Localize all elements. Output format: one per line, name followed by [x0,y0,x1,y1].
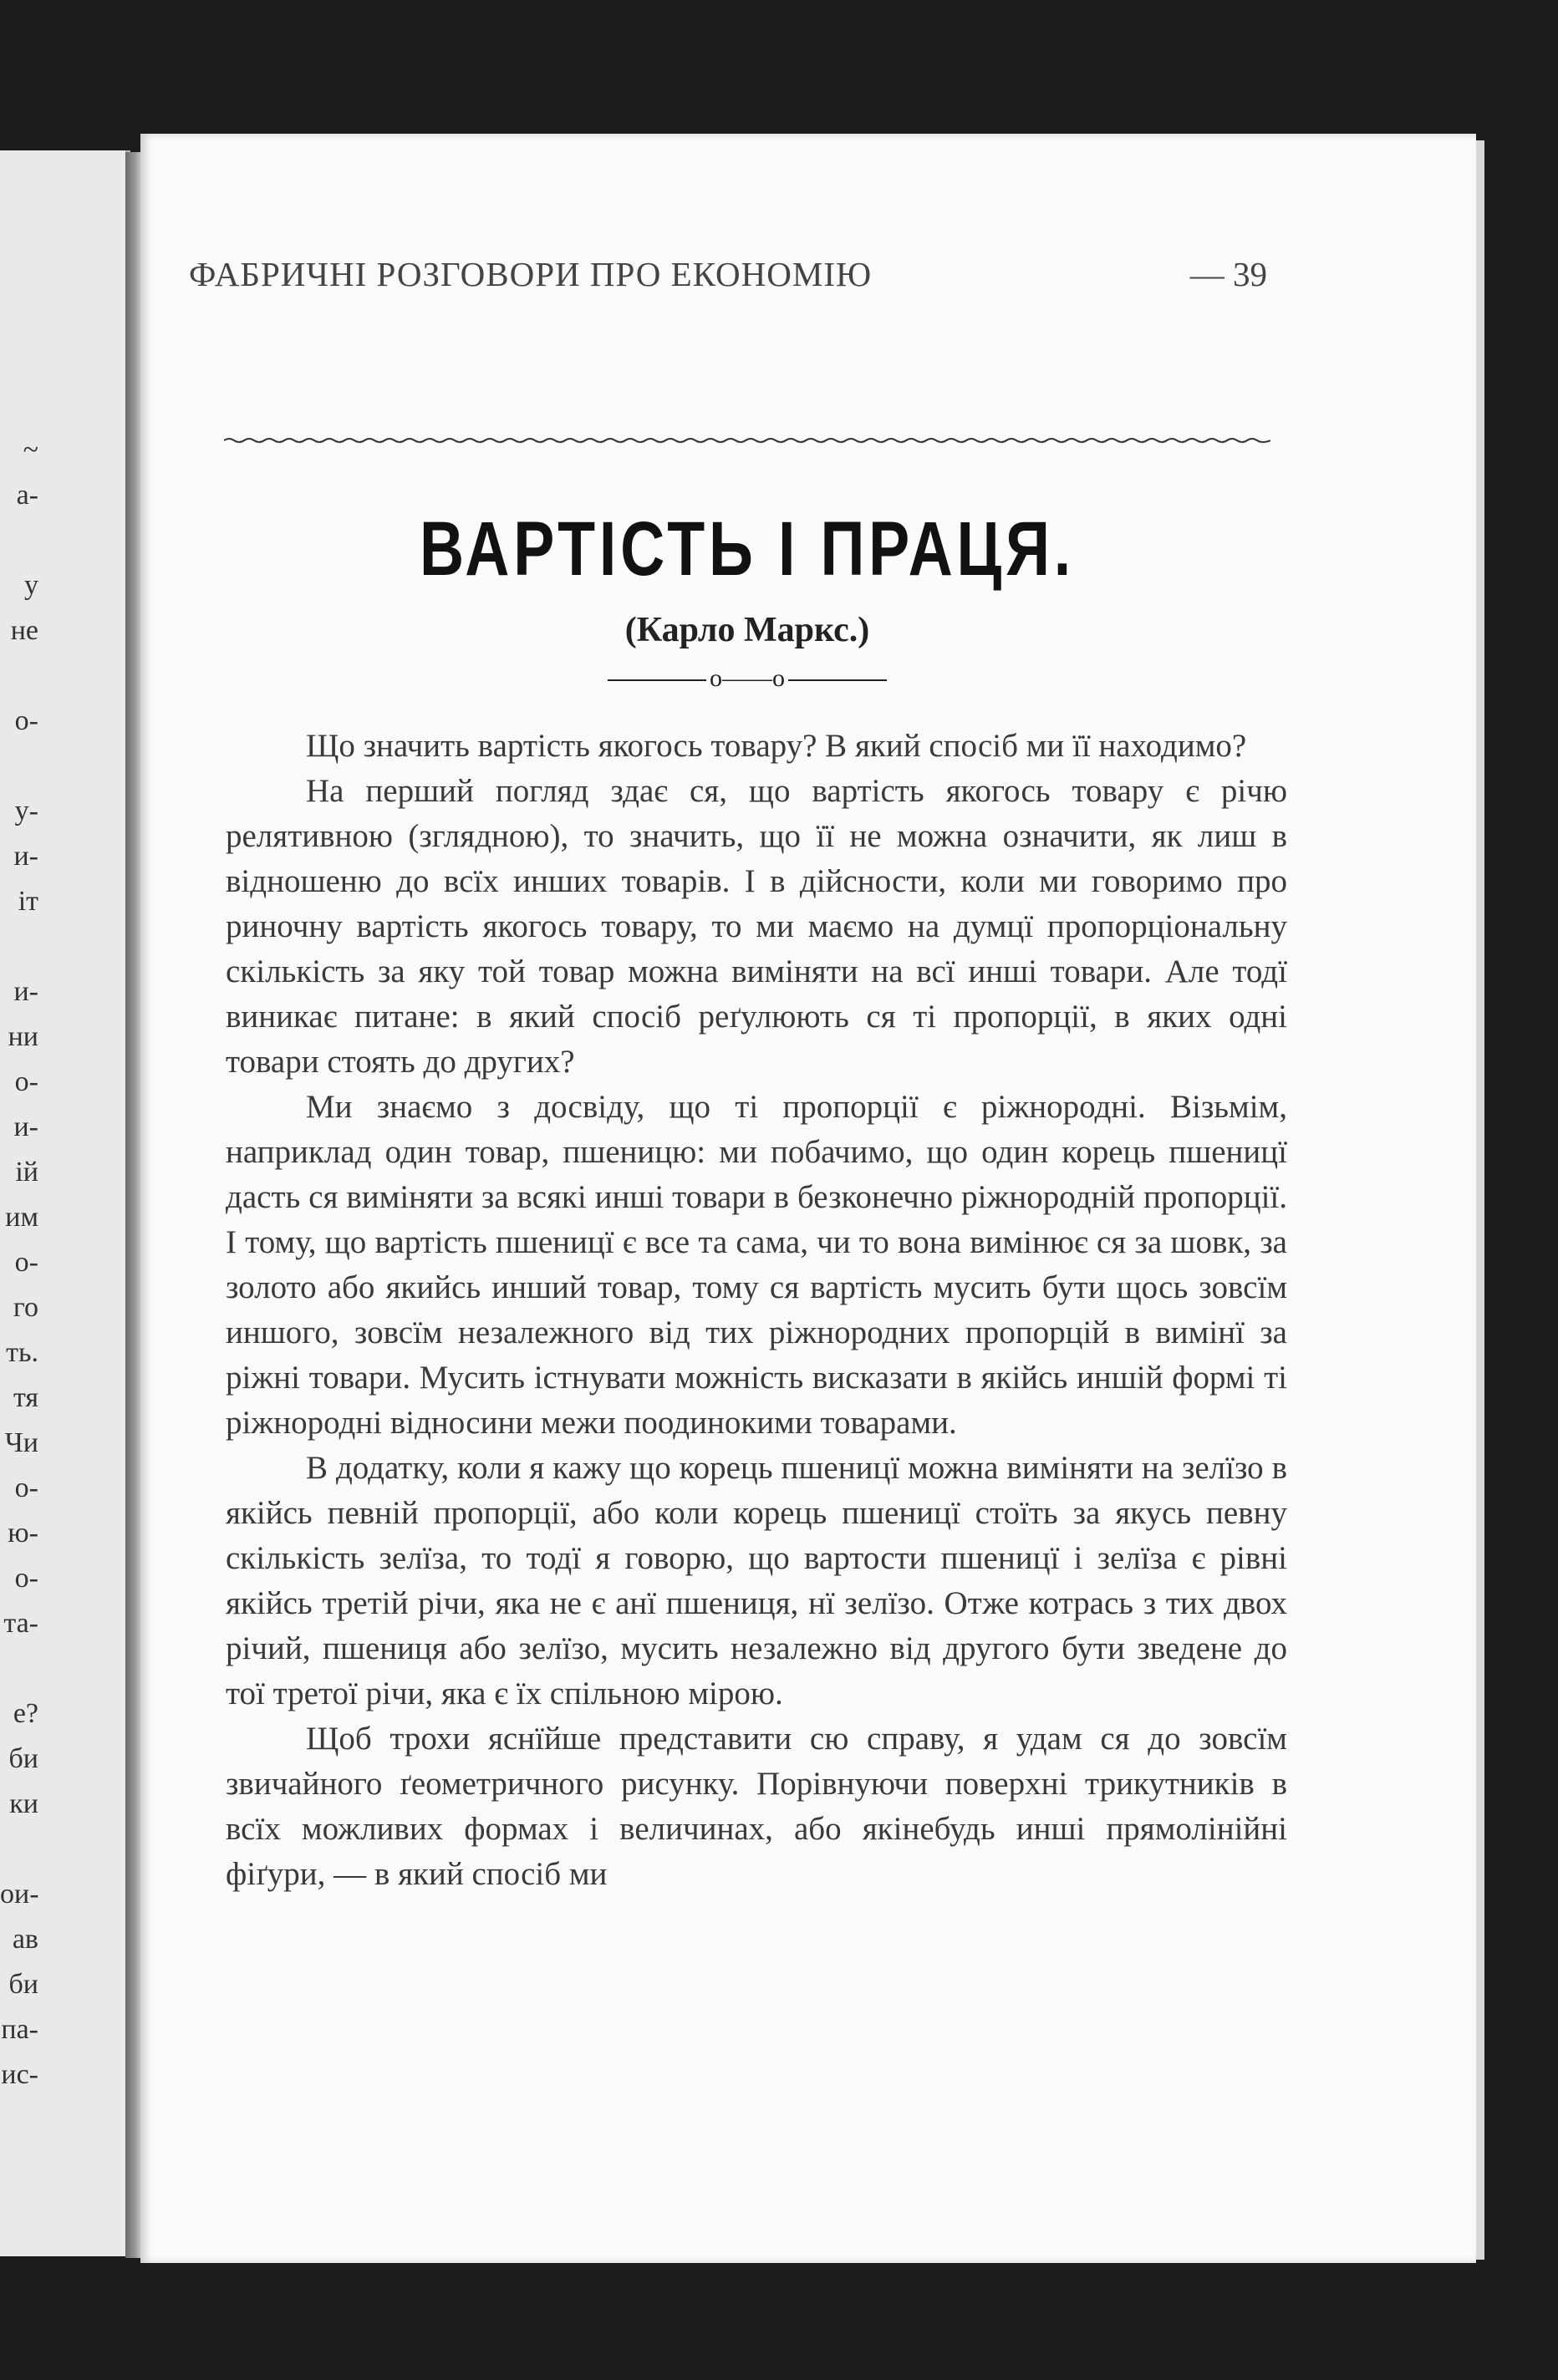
divider-mark: o——o [710,664,785,692]
left-page-text-fragment: би [8,1743,38,1774]
left-page-text-fragment: не [10,615,38,646]
left-page-text-fragment: па- [1,2014,38,2045]
book-gutter [125,152,142,2258]
ornament-divider [224,664,1270,693]
left-page-text-fragment: о- [14,1563,38,1594]
left-page-text-fragment: ~ [23,435,38,465]
left-page-text-fragment: им [5,1202,38,1233]
left-page-text-fragment: у [24,570,38,601]
paragraph: Ми знаємо з досвіду, що ті пропорції є ріжнородні. Візьмім, наприклад один товар, пшеницю: ми побачимо, що один корець пшеницї дасть ся виміняти за всякі инші товари в безконечно ріжнородній пропорції. І тому, що вартість пшеницї є все та сама, чи то вона вимінює ся за шовк, за золото або якийсь инший товар, тому ся вартість мусить бути щось зовсїм иншого, зовсїм незалежного від тих ріжнородних пропорцій в вимінї за ріжні товари. Мусить істнувати можність висказати в якійсь иншій формі ті ріжнородні відносини межи поодинокими товарами. [226,1089,1287,1441]
left-page-text-fragment: іт [18,886,38,917]
article-body [226,724,1287,1897]
left-page-text-fragment: Чи [4,1427,38,1458]
left-page-text-fragment: у- [14,796,38,826]
left-page-text-fragment: о- [14,1066,38,1097]
left-page-text-fragment: о- [14,1247,38,1278]
article-title: ВАРТІСТЬ І ПРАЦЯ. [419,506,1076,592]
left-page-text-fragment: ав [12,1924,38,1955]
left-page-text-fragment: тя [13,1382,38,1413]
left-page-text-fragment: ю- [8,1518,38,1549]
previous-page-fragment [0,150,130,2256]
left-page-text-fragment: о- [14,1472,38,1503]
left-page-text-fragment: ни [8,1021,38,1052]
left-page-text-fragment: та- [3,1608,38,1639]
left-page-text-fragment: и- [13,841,38,872]
paragraph: Щоб трохи яснїйше представити сю справу, я удам ся до зовсїм звичайного ґеометричного рисунку. Порівнуючи поверхні трикутників в всїх можливих формах і величинах, або якінебудь инші прямолінійні фіґури, — в який спосіб ми [226,1721,1287,1892]
left-page-text-fragment: ис- [1,2059,38,2090]
left-page-text-fragment: го [13,1292,38,1323]
left-page-text-fragment: би [8,1969,38,2000]
page-edge [1476,140,1484,2260]
left-page-text-fragment: е? [13,1698,38,1729]
paragraph: В додатку, коли я кажу що корець пшеницї можна виміняти на зелїзо в якійсь певній пропорції, або коли корець пшеницї стоїть за якусь певну скількість зелїза, то тодї я говорю, що вартости пшеницї і зелїза є рівні якійсь третій річи, яка не є анї пшениця, нї зелїзо. Отже котрась з тих двох річий, пшениця або зелїзо, мусить незалежно від другого бути зведене до тої третої річи, яка є їх спільною мірою. [226,1450,1287,1711]
running-head-title: ФАБРИЧНІ РОЗГОВОРИ ПРО ЕКОНОМІЮ [189,255,873,293]
left-page-text-fragment: ки [9,1788,38,1819]
paragraph: Що значить вартість якогось товару? В який спосіб ми її находимо? [306,728,1247,764]
running-head [189,254,1267,313]
paragraph: На перший погляд здає ся, що вартість якогось товару є річю релятивною (зглядною), то значить, що її не можна означити, як лиш в відношеню до всїх инших товарів. І в дійсности, коли ми говоримо про риночну вартість якогось товару, то ми маємо на думцї пропорціональну скількість за яку той товар можна виміняти на всї инші товари. Але тодї виникає питане: в який спосіб реґулюють ся ті пропорції, в яких одні товари стоять до других? [226,773,1287,1080]
page-number: — 39 [1189,255,1267,293]
left-page-text-fragment: а- [16,480,38,511]
article-author: (Карло Маркс.) [624,611,870,649]
left-page-text-fragment: ть. [6,1337,38,1368]
left-page-text-fragment: о- [14,705,38,736]
left-page-text-fragment: ій [15,1157,38,1187]
left-page-text-fragment: ои- [0,1879,39,1910]
wavy-rule [224,436,1270,445]
left-page-text-fragment: и- [13,1111,38,1142]
left-page-text-fragment: и- [13,976,38,1007]
